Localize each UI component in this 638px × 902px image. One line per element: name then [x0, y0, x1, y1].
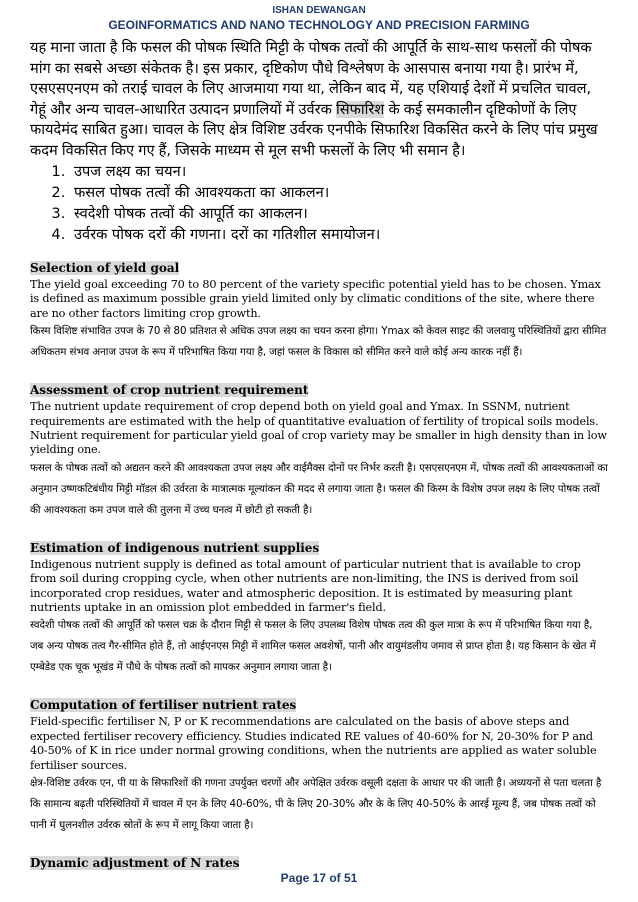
section-heading: Dynamic adjustment of N rates	[30, 856, 240, 871]
list-item: 2. फसल पोषक तत्वों की आवश्यकता का आकलन।	[70, 182, 608, 203]
intro-highlight: सिफारिश	[335, 100, 385, 118]
section-hindi-text: स्वदेशी पोषक तत्वों की आपूर्ति को फसल चक्र के दौरान मिट्टी से फसल के लिए उपलब्ध विशेष पोषक तत्व की कुल मात्रा के रूप में परिभाषित किया गया है, जब अन्य पोषक तत्व गैर-सीमित होते हैं, तो आईएनएस मिट्टी में शामिल फसल अवशेषों, पानी और वायुमंडलीय जमाव से प्राप्त होता है। यह किसान के खेत में एम्बेडेड एक चूक भूखंड में पौधे के पोषक तत्वों को मापकर अनुमान लगाया जाता है।	[30, 619, 596, 674]
intro-text-b: के कई समकालीन दृष्टिकोणों के लिए फायदेमंद साबित हुआ। चावल के लिए क्षेत्र विशिष्ट उर्वरक एनपीके सिफारिश विकसित करने के लिए पांच प्रमुख कदम विकसित किए गए हैं, जिसके माध्यम से मूल सभी फसलों के लिए भी समान है।	[30, 100, 598, 159]
section-heading: Assessment of crop nutrient requirement	[30, 383, 309, 398]
section-english-text: The nutrient update requirement of crop depend both on yield goal and Ymax. In SSNM, nutrient requirements are estimated with the help of quantitative evaluation of fertility of tropical soils models. Nutrient requirement for particular yield goal of crop variety may be smaller in high density than in low yielding one.	[30, 400, 607, 457]
list-item: 3. स्वदेशी पोषक तत्वों की आपूर्ति का आकलन।	[70, 203, 608, 224]
section-heading: Selection of yield goal	[30, 261, 180, 275]
section-english-text: Field-specific fertiliser N, P or K recommendations are calculated on the basis of above steps and expected fertiliser recovery efficiency. Studies indicated RE values of 40-60% for N, 20-30% for P and 40-50% of K in rice under normal growing conditions, when the nutrients are applied as water soluble fertiliser sources.	[30, 715, 597, 772]
page-number: Page 17 of 51	[280, 871, 358, 885]
author-name: ISHAN DEWANGAN	[272, 5, 366, 16]
section-hindi-text: फसल के पोषक तत्वों को अद्यतन करने की आवश्यकता उपज लक्ष्य और वाईमैक्स दोनों पर निर्भर करती है। एसएसएनएम में, पोषक तत्वों की आवश्यकताओं का अनुमान उष्णकटिबंधीय मिट्टी मॉडल की उर्वरता के मात्रात्मक मूल्यांकन की मदद से लगाया जाता है। फसल की किस्म के विशेष उपज लक्ष्य के लिए पोषक तत्वों की आवश्यकता कम उपज वाले की तुलना में उच्च घनत्व में छोटी हो सकती है।	[30, 461, 608, 516]
list-item: 1. उपज लक्ष्य का चयन।	[70, 161, 608, 182]
section-yield-goal	[30, 259, 608, 363]
section-heading: Estimation of indigenous nutrient supplies	[30, 540, 320, 555]
journal-title: GEOINFORMATICS AND NANO TECHNOLOGY AND PRECISION FARMING	[108, 18, 530, 32]
section-english-text: Indigenous nutrient supply is defined as total amount of particular nutrient that is available to crop from soil during cropping cycle, when other nutrients are non-limiting, the INS is derived from soil incorporated crop residues, water and atmospheric deposition. It is estimated by measuring plant nutrients uptake in an omission plot embedded in farmer's field.	[30, 557, 581, 615]
section-hindi-text: क्षेत्र-विशिष्ट उर्वरक एन, पी या के सिफारिशों की गणना उपर्युक्त चरणों और अपेक्षित उर्वरक वसूली दक्षता के आधार पर की जाती है। अध्ययनों से पता चलता है कि सामान्य बढ़ती परिस्थितियों में चावल में एन के लिए 40-60%, पी के लिए 20-30% और के के लिए 40-50% के आरई मूल्य हैं, जब पोषक तत्वों को पानी में घुलनशील उर्वरक स्रोतों के रूप में लागू किया जाता है।	[30, 777, 602, 832]
steps-list	[30, 161, 608, 245]
section-fertiliser-rates	[30, 696, 608, 836]
page-header	[30, 4, 608, 34]
section-indigenous-supplies	[30, 539, 608, 679]
section-heading: Computation of fertiliser nutrient rates	[30, 698, 297, 713]
section-hindi-text: किस्म विशिष्ट संभावित उपज के 70 से 80 प्रतिशत से अधिक उपज लक्ष्य का चयन करना होगा। Ymax को केवल साइट की जलवायु परिस्थितियों द्वारा सीमित अधिकतम संभव अनाज उपज के रूप में परिभाषित किया गया है, जहां फसल के विकास को सीमित करने वाले कोई अन्य कारक नहीं हैं।	[30, 325, 607, 359]
intro-text-a: यह माना जाता है कि फसल की पोषक स्थिति मिट्टी के पोषक तत्वों की आपूर्ति के साथ-साथ फसलों की पोषक मांग का सबसे अच्छा संकेतक है। इस प्रकार, दृष्टिकोण पौधे विश्लेषण के आसपास बनाया गया है। प्रारंभ में, एसएसएनएम को तराई चावल के लिए आजमाया गया था, लेकिन बाद में, यह एशियाई देशों में प्रचलित चावल, गेहूं और अन्य चावल-आधारित उत्पादन प्रणालियों में उर्वरक	[30, 39, 592, 118]
section-nutrient-requirement	[30, 381, 608, 521]
section-dynamic-adjustment	[30, 854, 608, 872]
section-english-text: The yield goal exceeding 70 to 80 percent of the variety specific potential yield has to be chosen. Ymax is defined as maximum possible grain yield limited only by climatic conditions of the site, where there are no other factors limiting crop growth.	[30, 278, 601, 320]
intro-paragraph	[30, 38, 608, 161]
list-item: 4. उर्वरक पोषक दरों की गणना। दरों का गतिशील समायोजन।	[70, 224, 608, 245]
